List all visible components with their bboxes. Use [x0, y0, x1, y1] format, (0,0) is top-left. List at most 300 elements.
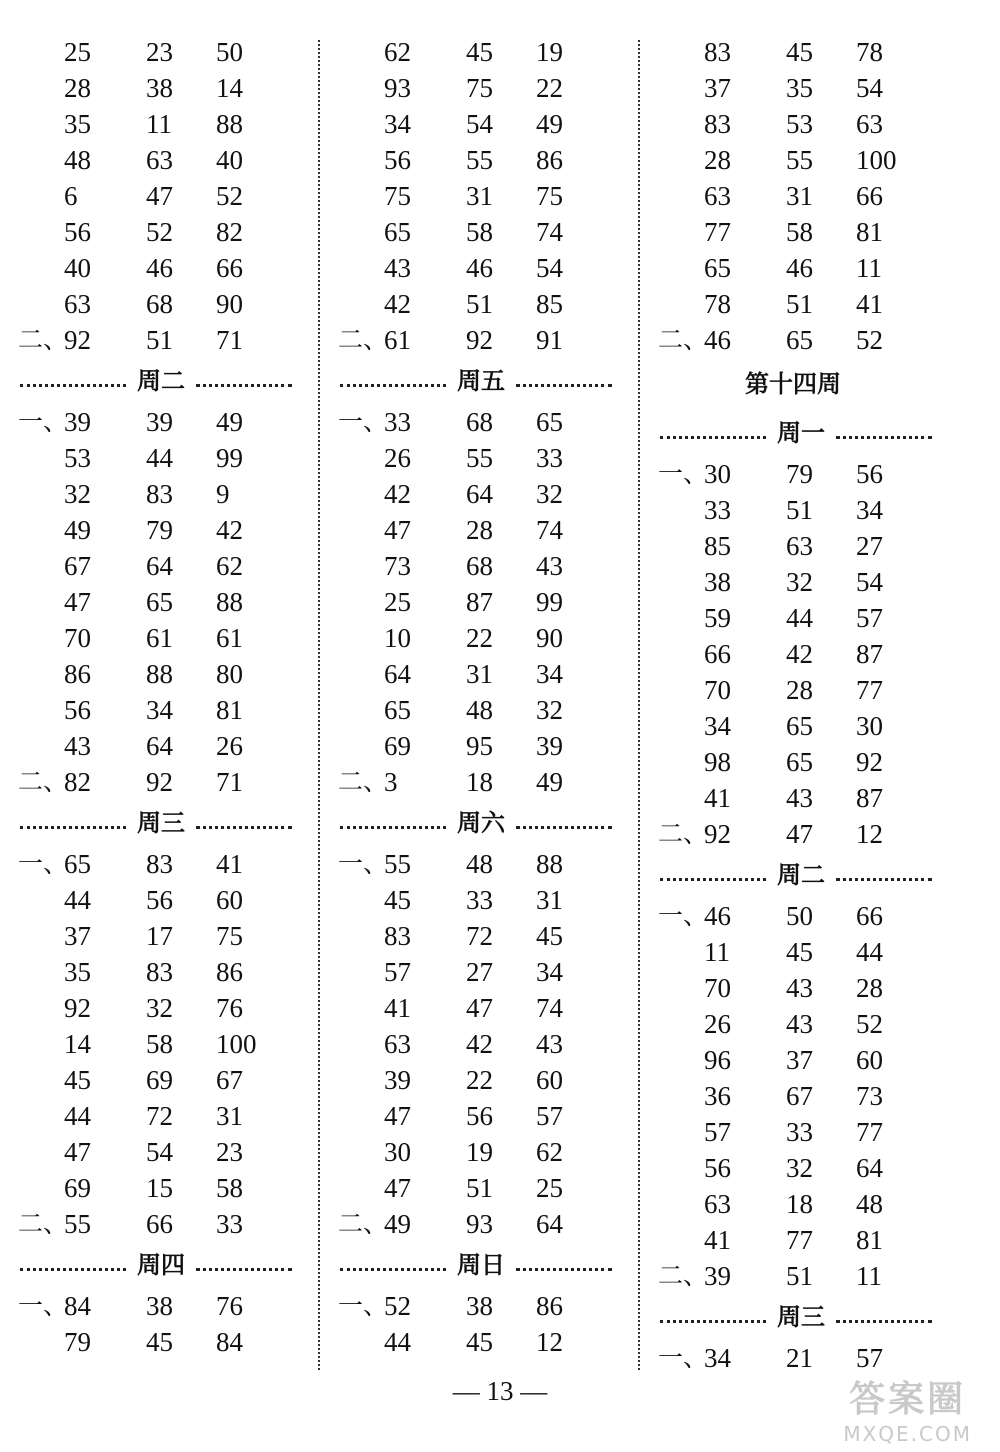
answer-value: 55	[64, 1209, 91, 1239]
answer-value: 88	[536, 849, 563, 879]
answer-value: 33	[216, 1209, 243, 1239]
answer-row	[338, 1288, 628, 1324]
answer-row	[658, 564, 958, 600]
answer-value: 52	[216, 181, 243, 211]
answer-row	[338, 404, 628, 440]
answer-value: 85	[536, 289, 563, 319]
answer-value: 21	[786, 1343, 813, 1373]
answer-value: 35	[786, 73, 813, 103]
answer-value: 38	[146, 73, 173, 103]
day-separator	[18, 800, 308, 846]
answer-value: 91	[536, 325, 563, 355]
answer-value: 72	[466, 921, 493, 951]
answer-value: 55	[786, 145, 813, 175]
answer-value: 88	[216, 109, 243, 139]
answer-value: 45	[146, 1327, 173, 1357]
answer-value: 51	[786, 1261, 813, 1291]
answer-value: 47	[786, 819, 813, 849]
answer-value: 32	[536, 695, 563, 725]
answer-value: 62	[536, 1137, 563, 1167]
dotted-leader	[660, 1320, 766, 1323]
answer-row	[18, 440, 308, 476]
answer-row	[338, 882, 628, 918]
answer-value: 31	[216, 1101, 243, 1131]
answer-value: 28	[704, 145, 731, 175]
answer-value: 44	[786, 603, 813, 633]
answer-value: 46	[704, 325, 731, 355]
answer-value: 52	[384, 1291, 411, 1321]
answer-value: 33	[536, 443, 563, 473]
question-number: 一、	[658, 901, 709, 930]
page-number: — 13 —	[452, 1376, 548, 1406]
answer-value: 77	[704, 217, 731, 247]
answer-value: 87	[856, 639, 883, 669]
answer-value: 32	[786, 1153, 813, 1183]
answer-row	[658, 492, 958, 528]
day-separator	[18, 358, 308, 404]
answer-value: 26	[216, 731, 243, 761]
day-label: 周三	[777, 1303, 825, 1331]
answer-row	[658, 142, 958, 178]
answer-row	[658, 600, 958, 636]
answer-row	[658, 214, 958, 250]
answer-value: 65	[64, 849, 91, 879]
day-label: 周二	[777, 861, 825, 889]
answer-value: 41	[704, 783, 731, 813]
answer-value: 22	[536, 73, 563, 103]
answer-value: 32	[786, 567, 813, 597]
answer-value: 11	[856, 1261, 882, 1291]
answer-value: 65	[384, 217, 411, 247]
answer-value: 34	[704, 1343, 731, 1373]
answer-value: 25	[64, 37, 91, 67]
answer-row	[658, 708, 958, 744]
answer-value: 42	[384, 479, 411, 509]
question-number: 二、	[658, 1261, 709, 1290]
answer-value: 92	[704, 819, 731, 849]
answer-value: 83	[146, 849, 173, 879]
answer-value: 46	[146, 253, 173, 283]
answer-value: 6	[64, 181, 78, 211]
answer-value: 66	[704, 639, 731, 669]
answer-value: 54	[856, 73, 883, 103]
answer-value: 39	[146, 407, 173, 437]
answer-value: 68	[466, 407, 493, 437]
answer-value: 51	[466, 1173, 493, 1203]
day-label: 周一	[777, 419, 825, 447]
answer-value: 37	[704, 73, 731, 103]
answer-value: 63	[64, 289, 91, 319]
answer-value: 82	[64, 767, 91, 797]
answer-row	[338, 476, 628, 512]
answer-value: 63	[856, 109, 883, 139]
answer-value: 48	[466, 849, 493, 879]
answer-value: 31	[786, 181, 813, 211]
answer-value: 23	[216, 1137, 243, 1167]
answer-value: 63	[786, 531, 813, 561]
answer-value: 50	[786, 901, 813, 931]
answer-value: 45	[786, 937, 813, 967]
answer-row	[18, 846, 308, 882]
answer-value: 46	[786, 253, 813, 283]
answer-value: 84	[216, 1327, 243, 1357]
question-number: 二、	[18, 767, 69, 796]
answer-value: 49	[384, 1209, 411, 1239]
answer-value: 37	[64, 921, 91, 951]
answer-value: 70	[64, 623, 91, 653]
answer-value: 63	[704, 181, 731, 211]
watermark-url: MXQE.COM	[843, 1422, 972, 1446]
answer-value: 22	[466, 1065, 493, 1095]
answer-value: 63	[146, 145, 173, 175]
answer-row	[18, 882, 308, 918]
answer-value: 66	[856, 901, 883, 931]
answer-value: 46	[466, 253, 493, 283]
answer-value: 81	[216, 695, 243, 725]
answer-value: 83	[146, 957, 173, 987]
answer-value: 3	[384, 767, 398, 797]
answer-value: 23	[146, 37, 173, 67]
answer-value: 83	[384, 921, 411, 951]
answer-value: 69	[64, 1173, 91, 1203]
answer-row	[658, 528, 958, 564]
answer-value: 41	[704, 1225, 731, 1255]
answer-row	[658, 456, 958, 492]
answer-value: 74	[536, 993, 563, 1023]
answer-value: 65	[146, 587, 173, 617]
answer-value: 47	[384, 1101, 411, 1131]
question-number: 一、	[18, 1291, 69, 1320]
answer-row	[338, 214, 628, 250]
answer-value: 38	[704, 567, 731, 597]
answer-value: 30	[856, 711, 883, 741]
answer-row	[658, 178, 958, 214]
answer-row	[18, 1170, 308, 1206]
answer-value: 67	[64, 551, 91, 581]
answer-value: 64	[856, 1153, 883, 1183]
answer-value: 79	[64, 1327, 91, 1357]
answer-row	[338, 322, 628, 358]
answer-row	[658, 1114, 958, 1150]
answer-value: 83	[704, 109, 731, 139]
dotted-leader	[20, 826, 126, 829]
answer-value: 44	[384, 1327, 411, 1357]
answer-value: 54	[466, 109, 493, 139]
answer-value: 45	[466, 37, 493, 67]
answer-value: 57	[384, 957, 411, 987]
answer-value: 93	[384, 73, 411, 103]
answer-row	[18, 692, 308, 728]
answer-value: 79	[146, 515, 173, 545]
answer-value: 67	[786, 1081, 813, 1111]
answer-value: 60	[536, 1065, 563, 1095]
answer-value: 10	[384, 623, 411, 653]
answer-row	[658, 898, 958, 934]
answer-value: 40	[216, 145, 243, 175]
watermark	[843, 1371, 972, 1446]
answer-row	[658, 1222, 958, 1258]
dotted-leader	[660, 878, 766, 881]
dotted-leader	[20, 1268, 126, 1271]
answer-value: 31	[466, 659, 493, 689]
answer-value: 68	[466, 551, 493, 581]
answer-value: 28	[466, 515, 493, 545]
answer-value: 59	[704, 603, 731, 633]
answer-value: 35	[64, 109, 91, 139]
answer-row	[658, 636, 958, 672]
answer-value: 56	[466, 1101, 493, 1131]
answer-row	[18, 476, 308, 512]
answer-row	[18, 656, 308, 692]
answer-value: 64	[146, 731, 173, 761]
answer-value: 45	[466, 1327, 493, 1357]
answer-row	[658, 1078, 958, 1114]
answer-value: 74	[536, 515, 563, 545]
answer-row	[18, 1324, 308, 1360]
dotted-leader	[20, 384, 126, 387]
answer-value: 57	[856, 603, 883, 633]
answer-value: 64	[466, 479, 493, 509]
answer-row	[338, 1170, 628, 1206]
answer-row	[338, 548, 628, 584]
answer-value: 43	[786, 973, 813, 1003]
answer-value: 65	[536, 407, 563, 437]
answer-row	[18, 1134, 308, 1170]
day-label: 周六	[457, 809, 505, 837]
answer-value: 27	[466, 957, 493, 987]
answer-value: 96	[704, 1045, 731, 1075]
answer-row	[18, 620, 308, 656]
answer-value: 34	[146, 695, 173, 725]
answer-row	[658, 970, 958, 1006]
answer-value: 64	[536, 1209, 563, 1239]
answer-value: 41	[856, 289, 883, 319]
answer-value: 34	[704, 711, 731, 741]
answer-value: 75	[216, 921, 243, 951]
answer-value: 76	[216, 993, 243, 1023]
dotted-leader	[196, 1268, 292, 1271]
answer-value: 98	[704, 747, 731, 777]
answer-value: 78	[856, 37, 883, 67]
answer-value: 81	[856, 1225, 883, 1255]
answer-value: 63	[704, 1189, 731, 1219]
answer-value: 58	[466, 217, 493, 247]
answer-value: 42	[384, 289, 411, 319]
dotted-leader	[340, 1268, 446, 1271]
question-number: 二、	[18, 1209, 69, 1238]
dotted-leader	[836, 436, 932, 439]
answer-value: 66	[216, 253, 243, 283]
question-number: 一、	[338, 1291, 389, 1320]
answer-row	[338, 142, 628, 178]
answer-value: 44	[856, 937, 883, 967]
question-number: 二、	[338, 767, 389, 796]
answer-value: 100	[216, 1029, 257, 1059]
question-number: 一、	[18, 407, 69, 436]
answer-value: 35	[64, 957, 91, 987]
answer-value: 43	[384, 253, 411, 283]
answer-value: 88	[216, 587, 243, 617]
answer-row	[658, 780, 958, 816]
question-number: 一、	[658, 1343, 709, 1372]
answer-value: 83	[704, 37, 731, 67]
answer-row	[338, 1062, 628, 1098]
answer-value: 42	[216, 515, 243, 545]
answer-row	[338, 1134, 628, 1170]
answer-value: 36	[704, 1081, 731, 1111]
answer-value: 22	[466, 623, 493, 653]
answer-value: 86	[536, 1291, 563, 1321]
answer-value: 65	[384, 695, 411, 725]
answer-value: 42	[786, 639, 813, 669]
answer-value: 73	[856, 1081, 883, 1111]
answer-value: 34	[536, 957, 563, 987]
answer-value: 27	[856, 531, 883, 561]
answer-value: 47	[384, 515, 411, 545]
answer-value: 28	[64, 73, 91, 103]
answer-value: 52	[856, 1009, 883, 1039]
answer-value: 54	[146, 1137, 173, 1167]
answer-row	[338, 584, 628, 620]
dotted-leader	[196, 826, 292, 829]
answer-value: 57	[856, 1343, 883, 1373]
week-heading: 第十四周	[745, 370, 841, 398]
answer-value: 55	[466, 145, 493, 175]
answer-value: 60	[216, 885, 243, 915]
answer-value: 71	[216, 325, 243, 355]
question-number: 一、	[18, 849, 69, 878]
answer-value: 32	[536, 479, 563, 509]
question-number: 二、	[658, 325, 709, 354]
answer-value: 49	[64, 515, 91, 545]
answer-value: 68	[146, 289, 173, 319]
answer-value: 69	[384, 731, 411, 761]
answer-value: 80	[216, 659, 243, 689]
answer-value: 34	[384, 109, 411, 139]
answer-row	[658, 70, 958, 106]
answer-column-3	[658, 34, 958, 1376]
answer-row	[338, 250, 628, 286]
answer-value: 86	[64, 659, 91, 689]
answer-value: 39	[384, 1065, 411, 1095]
answer-value: 51	[786, 495, 813, 525]
answer-row	[338, 178, 628, 214]
day-label: 周二	[137, 367, 185, 395]
answer-value: 18	[786, 1189, 813, 1219]
day-label: 周五	[457, 367, 505, 395]
answer-value: 65	[786, 747, 813, 777]
answer-value: 63	[384, 1029, 411, 1059]
answer-value: 38	[146, 1291, 173, 1321]
answer-value: 44	[64, 1101, 91, 1131]
answer-value: 92	[64, 993, 91, 1023]
answer-value: 41	[216, 849, 243, 879]
answer-value: 62	[216, 551, 243, 581]
answer-value: 15	[146, 1173, 173, 1203]
answer-value: 79	[786, 459, 813, 489]
answer-row	[658, 322, 958, 358]
answer-row	[18, 404, 308, 440]
answer-row	[18, 954, 308, 990]
answer-value: 34	[856, 495, 883, 525]
answer-value: 39	[536, 731, 563, 761]
answer-value: 37	[786, 1045, 813, 1075]
column-divider	[638, 40, 640, 1370]
question-number: 二、	[18, 325, 69, 354]
answer-row	[338, 954, 628, 990]
answer-value: 43	[64, 731, 91, 761]
dotted-leader	[340, 826, 446, 829]
answer-value: 57	[536, 1101, 563, 1131]
answer-value: 26	[704, 1009, 731, 1039]
answer-row	[658, 672, 958, 708]
answer-row	[338, 70, 628, 106]
answer-value: 58	[216, 1173, 243, 1203]
answer-value: 54	[856, 567, 883, 597]
answer-value: 31	[466, 181, 493, 211]
answer-row	[338, 34, 628, 70]
answer-value: 62	[384, 37, 411, 67]
answer-value: 95	[466, 731, 493, 761]
answer-row	[338, 512, 628, 548]
dotted-leader	[516, 384, 612, 387]
watermark-logo-text: 答案圈	[849, 1379, 967, 1420]
answer-value: 72	[146, 1101, 173, 1131]
answer-row	[18, 250, 308, 286]
answer-value: 55	[384, 849, 411, 879]
answer-value: 45	[384, 885, 411, 915]
answer-value: 44	[64, 885, 91, 915]
answer-value: 11	[704, 937, 730, 967]
answer-value: 11	[856, 253, 882, 283]
answer-value: 61	[384, 325, 411, 355]
answer-value: 38	[466, 1291, 493, 1321]
answer-value: 25	[536, 1173, 563, 1203]
answer-value: 33	[384, 407, 411, 437]
answer-value: 84	[64, 1291, 91, 1321]
answer-value: 92	[856, 747, 883, 777]
answer-row	[18, 178, 308, 214]
answer-value: 33	[704, 495, 731, 525]
answer-value: 43	[786, 783, 813, 813]
answer-row	[18, 1206, 308, 1242]
answer-value: 70	[704, 675, 731, 705]
answer-row	[658, 250, 958, 286]
answer-value: 56	[146, 885, 173, 915]
dotted-leader	[196, 384, 292, 387]
answer-value: 47	[64, 587, 91, 617]
answer-value: 28	[786, 675, 813, 705]
answer-value: 93	[466, 1209, 493, 1239]
answer-value: 99	[216, 443, 243, 473]
answer-value: 87	[466, 587, 493, 617]
answer-value: 71	[216, 767, 243, 797]
answer-value: 64	[384, 659, 411, 689]
answer-value: 82	[216, 217, 243, 247]
answer-row	[18, 70, 308, 106]
answer-value: 47	[64, 1137, 91, 1167]
answer-value: 58	[786, 217, 813, 247]
answer-value: 34	[536, 659, 563, 689]
answer-value: 11	[146, 109, 172, 139]
answer-value: 90	[216, 289, 243, 319]
answer-row	[18, 728, 308, 764]
day-separator	[18, 1242, 308, 1288]
answer-value: 73	[384, 551, 411, 581]
day-label: 周四	[137, 1251, 185, 1279]
answer-value: 32	[64, 479, 91, 509]
answer-value: 99	[536, 587, 563, 617]
